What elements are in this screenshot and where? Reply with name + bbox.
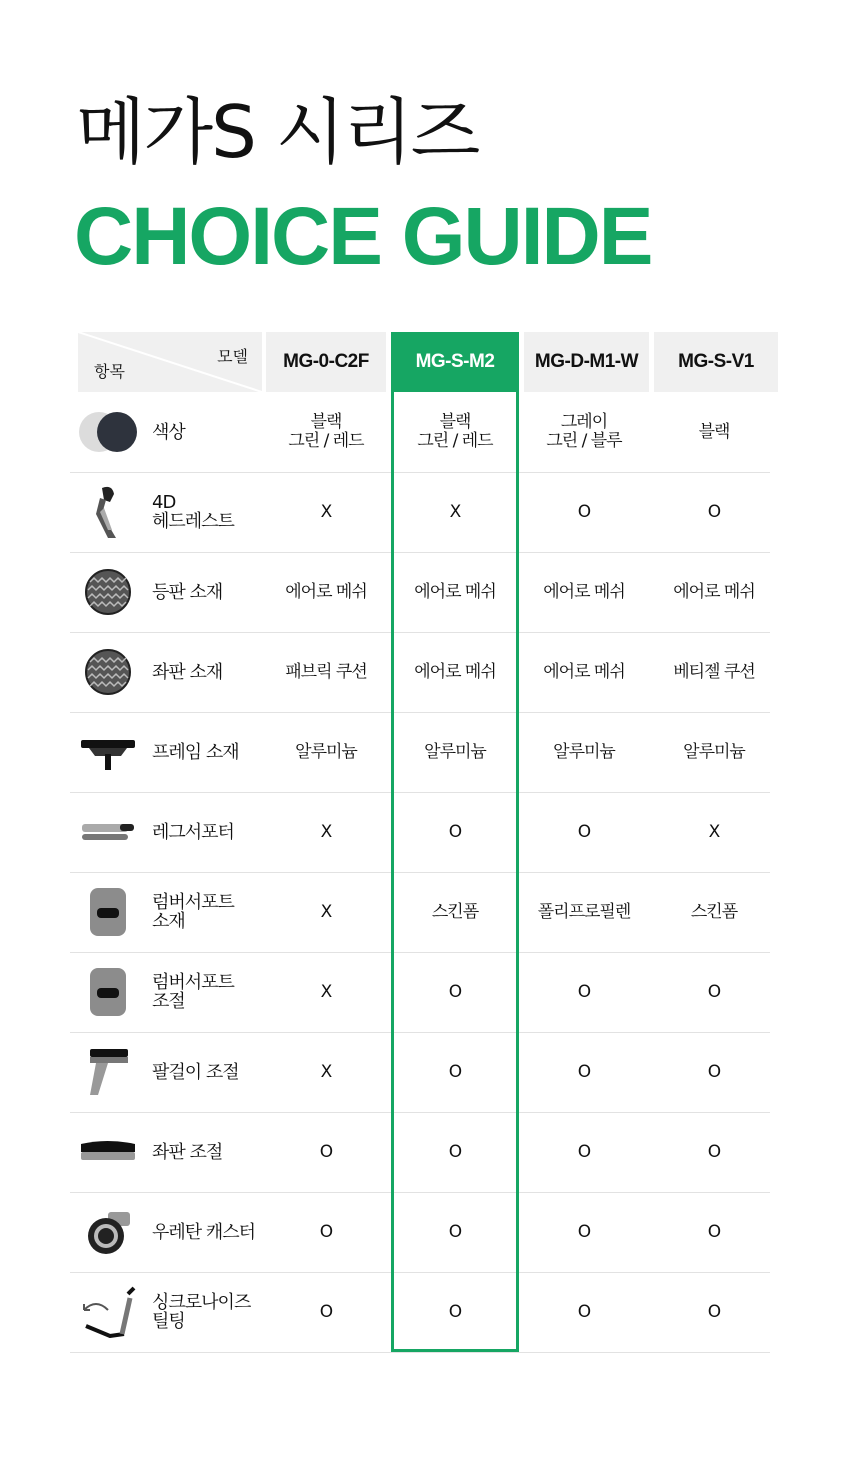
- table-cell: O: [707, 1141, 721, 1162]
- table-cell: X: [320, 1061, 332, 1082]
- lumbar-support-icon: [76, 964, 140, 1020]
- table-cell: O: [319, 1221, 333, 1242]
- table-row: [70, 472, 770, 553]
- row-label: 럼버서포트 조절: [152, 972, 234, 1012]
- table-cell: 에어로 메쉬: [414, 661, 496, 682]
- table-row: [70, 1112, 770, 1193]
- headrest-icon: [76, 484, 140, 540]
- tilting-icon: [76, 1284, 140, 1340]
- table-cell: O: [577, 1301, 591, 1322]
- table-cell: X: [320, 981, 332, 1002]
- table-row: [70, 1032, 770, 1113]
- table-row: [70, 632, 770, 713]
- table-cell: X: [708, 821, 720, 842]
- table-cell: 블랙: [698, 421, 730, 442]
- row-label: 팔걸이 조절: [152, 1061, 239, 1083]
- leg-support-icon: [76, 804, 140, 860]
- model-header-mg-s-m2: MG-S-M2: [391, 332, 519, 392]
- table-cell: 패브릭 쿠션: [285, 661, 367, 682]
- table-row: [70, 1272, 770, 1353]
- row-label: 우레탄 캐스터: [152, 1221, 256, 1243]
- table-cell: 알루미늄: [683, 741, 745, 762]
- table-cell: 베티젤 쿠션: [673, 661, 755, 682]
- table-row: [70, 792, 770, 873]
- table-cell: 알루미늄: [295, 741, 357, 762]
- table-cell: X: [449, 501, 461, 522]
- frame-icon: [76, 724, 140, 780]
- mesh-icon: [76, 564, 140, 620]
- table-cell: 알루미늄: [553, 741, 615, 762]
- table-cell: O: [707, 1061, 721, 1082]
- table-cell: 블랙 그린 / 레드: [288, 412, 364, 451]
- table-cell: X: [320, 501, 332, 522]
- item-row-label: 항목: [94, 362, 125, 381]
- lumbar-support-icon: [76, 884, 140, 940]
- table-cell: O: [577, 501, 591, 522]
- model-header-mg-d-m1-w: MG-D-M1-W: [524, 332, 649, 392]
- table-cell: O: [577, 1061, 591, 1082]
- row-label: 색상: [152, 421, 185, 443]
- table-row: [70, 392, 770, 473]
- table-cell: O: [448, 981, 462, 1002]
- table-row: [70, 552, 770, 633]
- table-row: [70, 952, 770, 1033]
- table-cell: O: [448, 1301, 462, 1322]
- table-cell: 그레이 그린 / 블루: [546, 412, 622, 451]
- table-cell: O: [577, 821, 591, 842]
- row-label: 4D 헤드레스트: [152, 492, 234, 532]
- table-cell: O: [319, 1301, 333, 1322]
- table-cell: O: [448, 1061, 462, 1082]
- page-title-english: CHOICE GUIDE: [74, 191, 652, 282]
- table-cell: 에어로 메쉬: [414, 581, 496, 602]
- color-swatch-icon: [76, 404, 140, 460]
- row-label: 싱크로나이즈 틸팅: [152, 1292, 251, 1332]
- caster-icon: [76, 1204, 140, 1260]
- seat-adjust-icon: [76, 1124, 140, 1180]
- table-cell: 블랙 그린 / 레드: [417, 412, 493, 451]
- table-cell: O: [319, 1141, 333, 1162]
- table-cell: X: [320, 901, 332, 922]
- table-row: [70, 712, 770, 793]
- table-cell: 스킨폼: [690, 901, 738, 922]
- table-cell: O: [707, 501, 721, 522]
- table-cell: 알루미늄: [424, 741, 486, 762]
- model-header-mg-0-c2f: MG-0-C2F: [266, 332, 386, 392]
- row-label: 좌판 조절: [152, 1141, 223, 1163]
- table-cell: O: [707, 1301, 721, 1322]
- table-cell: 에어로 메쉬: [543, 661, 625, 682]
- row-label: 레그서포터: [152, 821, 234, 843]
- table-corner-header: [78, 332, 262, 392]
- table-cell: 스킨폼: [431, 901, 479, 922]
- table-cell: O: [577, 1221, 591, 1242]
- table-cell: X: [320, 821, 332, 842]
- table-cell: O: [448, 1221, 462, 1242]
- table-cell: 폴리프로필렌: [537, 901, 631, 922]
- row-label: 프레임 소재: [152, 741, 239, 763]
- table-cell: O: [448, 1141, 462, 1162]
- row-label: 좌판 소재: [152, 661, 223, 683]
- table-cell: O: [707, 1221, 721, 1242]
- table-row: [70, 872, 770, 953]
- table-cell: 에어로 메쉬: [285, 581, 367, 602]
- table-cell: 에어로 메쉬: [543, 581, 625, 602]
- table-cell: O: [448, 821, 462, 842]
- row-label: 럼버서포트 소재: [152, 892, 234, 932]
- model-column-label: 모델: [217, 347, 248, 366]
- table-row: [70, 1192, 770, 1273]
- table-cell: O: [577, 981, 591, 1002]
- mesh-icon: [76, 644, 140, 700]
- table-cell: O: [707, 981, 721, 1002]
- page-title-korean: 메가S 시리즈: [76, 90, 479, 174]
- model-header-mg-s-v1: MG-S-V1: [654, 332, 778, 392]
- armrest-icon: [76, 1044, 140, 1100]
- table-cell: O: [577, 1141, 591, 1162]
- table-cell: 에어로 메쉬: [673, 581, 755, 602]
- row-label: 등판 소재: [152, 581, 223, 603]
